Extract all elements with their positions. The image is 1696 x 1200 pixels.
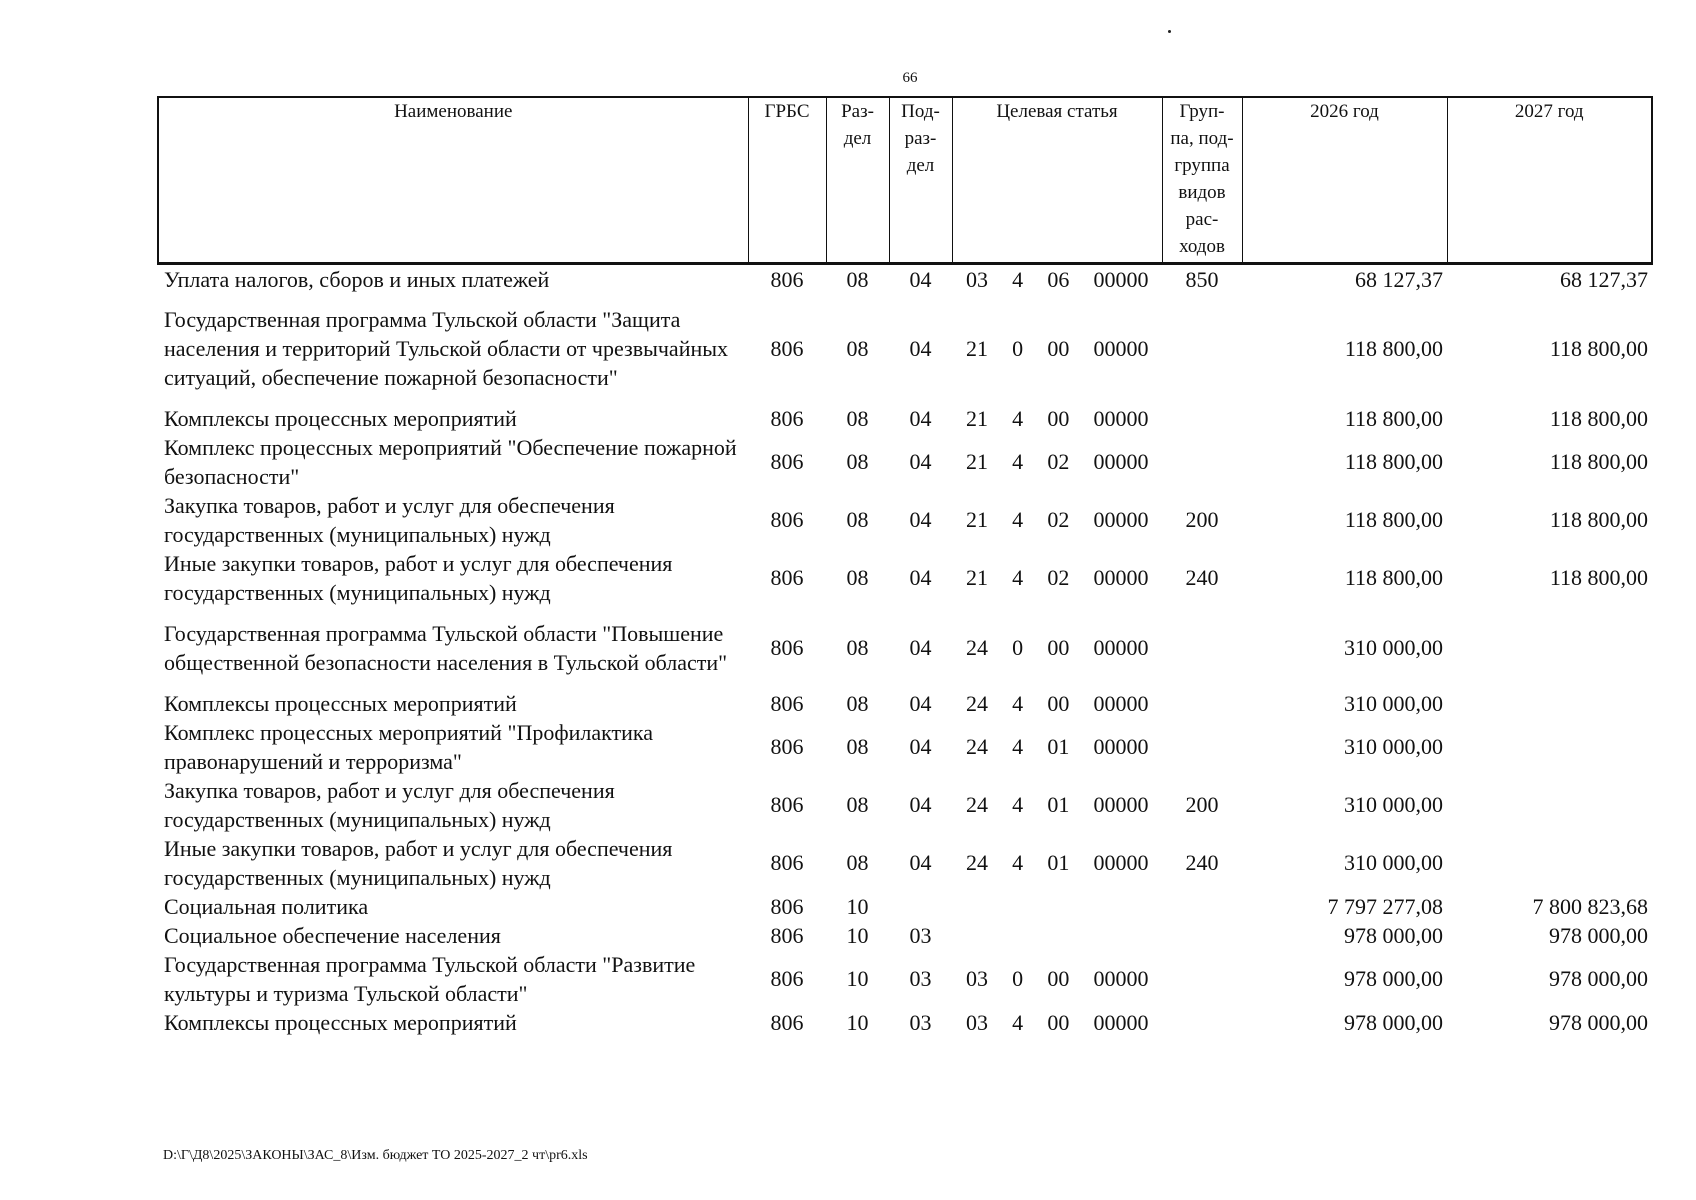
row-razdel: 08 <box>846 565 869 590</box>
row-name: Государственная программа Тульской области "Развитие культуры и туризма Тульской области" <box>164 951 696 1006</box>
target-program: 21 <box>966 449 988 474</box>
row-expense-group: 200 <box>1185 507 1219 532</box>
row-name: Социальное обеспечение населения <box>164 922 501 948</box>
table-row <box>158 549 1652 607</box>
row-target-article <box>952 549 1162 607</box>
row-target-article <box>952 689 1162 718</box>
target-complex: 00 <box>1047 336 1070 361</box>
target-complex: 00 <box>1047 1009 1070 1035</box>
table-row <box>158 1008 1652 1037</box>
table-row <box>158 718 1652 776</box>
row-name: Иные закупки товаров, работ и услуг для обеспечения государственных (муниципальных) нужд <box>164 550 673 605</box>
target-program: 24 <box>966 734 988 759</box>
target-type: 0 <box>1012 966 1024 991</box>
row-razdel: 08 <box>846 792 869 817</box>
row-grbs: 806 <box>770 792 804 817</box>
target-program: 24 <box>966 850 988 875</box>
target-complex: 02 <box>1047 565 1070 590</box>
target-type: 4 <box>1012 507 1024 532</box>
target-type: 0 <box>1012 336 1024 361</box>
row-podrazdel: 03 <box>909 922 932 948</box>
row-2027-amount <box>1447 776 1652 834</box>
header-name: Наименование <box>158 97 748 263</box>
target-type: 4 <box>1012 266 1024 292</box>
target-complex: 01 <box>1047 850 1070 875</box>
row-2026-amount: 118 800,00 <box>1344 405 1443 431</box>
row-target-article <box>952 404 1162 433</box>
row-name: Социальная политика <box>164 893 369 919</box>
table-row <box>158 404 1652 433</box>
row-2027-amount: 118 800,00 <box>1549 449 1648 474</box>
row-target-article <box>952 263 1162 294</box>
row-2026-amount: 118 800,00 <box>1344 565 1443 590</box>
target-direction: 00000 <box>1093 266 1149 292</box>
row-grbs: 806 <box>770 405 804 431</box>
row-expense-group <box>1162 607 1242 689</box>
row-target-article <box>952 433 1162 491</box>
target-direction: 00000 <box>1093 635 1149 660</box>
row-2026-amount: 118 800,00 <box>1344 449 1443 474</box>
row-2027-amount <box>1447 689 1652 718</box>
target-direction: 00000 <box>1093 792 1149 817</box>
row-expense-group: 200 <box>1185 792 1219 817</box>
target-program: 24 <box>966 635 988 660</box>
table-row <box>158 834 1652 892</box>
table-row <box>158 950 1652 1008</box>
row-razdel: 08 <box>846 405 869 431</box>
row-name: Закупка товаров, работ и услуг для обеспечения государственных (муниципальных) нужд <box>164 777 615 832</box>
row-grbs: 806 <box>770 449 804 474</box>
target-direction: 00000 <box>1093 966 1149 991</box>
row-name: Комплексы процессных мероприятий <box>164 405 517 431</box>
page-number: 66 <box>902 70 918 86</box>
row-podrazdel: 04 <box>909 449 932 474</box>
target-program: 24 <box>966 792 988 817</box>
row-podrazdel: 04 <box>909 734 932 759</box>
header-expense-group: Груп- па, под- группа видов рас- ходов <box>1162 97 1242 263</box>
row-2026-amount: 310 000,00 <box>1344 734 1443 759</box>
row-razdel: 08 <box>846 507 869 532</box>
row-2027-amount: 978 000,00 <box>1549 966 1648 991</box>
target-direction: 00000 <box>1093 405 1149 431</box>
row-razdel: 08 <box>846 449 869 474</box>
row-razdel: 10 <box>846 922 869 948</box>
row-expense-group: 850 <box>1185 266 1219 292</box>
row-grbs: 806 <box>770 690 804 716</box>
row-podrazdel: 04 <box>909 507 932 532</box>
target-type: 4 <box>1012 405 1024 431</box>
row-razdel: 08 <box>846 850 869 875</box>
target-type: 4 <box>1012 734 1024 759</box>
target-type: 4 <box>1012 792 1024 817</box>
target-complex: 02 <box>1047 507 1070 532</box>
row-grbs: 806 <box>770 1009 804 1035</box>
row-name: Иные закупки товаров, работ и услуг для обеспечения государственных (муниципальных) нужд <box>164 835 673 890</box>
row-grbs: 806 <box>770 565 804 590</box>
target-direction: 00000 <box>1093 507 1149 532</box>
table-row <box>158 776 1652 834</box>
row-2027-amount: 978 000,00 <box>1549 1009 1648 1035</box>
row-2026-amount: 310 000,00 <box>1344 635 1443 660</box>
row-2027-amount: 118 800,00 <box>1549 336 1648 361</box>
row-expense-group: 240 <box>1185 565 1219 590</box>
row-2026-amount: 310 000,00 <box>1344 690 1443 716</box>
row-grbs: 806 <box>770 336 804 361</box>
table-body <box>158 263 1652 1037</box>
row-target-article <box>952 950 1162 1008</box>
row-2026-amount: 978 000,00 <box>1344 966 1443 991</box>
row-2027-amount: 7 800 823,68 <box>1532 893 1648 919</box>
row-2026-amount: 7 797 277,08 <box>1327 893 1443 919</box>
row-2027-amount: 118 800,00 <box>1549 507 1648 532</box>
row-target-article <box>952 776 1162 834</box>
row-grbs: 806 <box>770 734 804 759</box>
header-podrazdel: Под- раз- дел <box>889 97 952 263</box>
target-direction: 00000 <box>1093 850 1149 875</box>
row-target-article <box>952 607 1162 689</box>
row-razdel: 08 <box>846 266 869 292</box>
row-podrazdel: 04 <box>909 565 932 590</box>
row-name: Государственная программа Тульской области "Защита населения и территорий Тульской области от чрезвычайных ситуаций, обеспечение пожарной безопасности" <box>164 307 729 390</box>
row-razdel: 08 <box>846 690 869 716</box>
row-grbs: 806 <box>770 266 804 292</box>
row-razdel: 10 <box>846 893 869 919</box>
row-target-article <box>952 921 1162 950</box>
row-grbs: 806 <box>770 893 804 919</box>
row-name: Комплекс процессных мероприятий "Профилактика правонарушений и терроризма" <box>164 719 654 774</box>
target-program: 21 <box>966 507 988 532</box>
target-complex: 06 <box>1047 266 1070 292</box>
row-grbs: 806 <box>770 507 804 532</box>
row-expense-group <box>1162 921 1242 950</box>
target-direction: 00000 <box>1093 690 1149 716</box>
target-direction: 00000 <box>1093 734 1149 759</box>
table-header <box>158 97 1652 263</box>
table-row <box>158 921 1652 950</box>
row-target-article <box>952 1008 1162 1037</box>
row-razdel: 10 <box>846 1009 869 1035</box>
row-2027-amount: 118 800,00 <box>1549 405 1648 431</box>
row-2027-amount <box>1447 718 1652 776</box>
row-podrazdel: 03 <box>909 1009 932 1035</box>
row-expense-group <box>1162 689 1242 718</box>
table-row <box>158 294 1652 404</box>
header-2026: 2026 год <box>1242 97 1447 263</box>
row-2026-amount: 978 000,00 <box>1344 922 1443 948</box>
row-razdel: 08 <box>846 336 869 361</box>
row-grbs: 806 <box>770 635 804 660</box>
row-target-article <box>952 718 1162 776</box>
row-name: Государственная программа Тульской области "Повышение общественной безопасности населения в Тульской области" <box>164 620 728 675</box>
target-type: 4 <box>1012 565 1024 590</box>
target-type: 4 <box>1012 690 1024 716</box>
row-podrazdel: 04 <box>909 690 932 716</box>
row-grbs: 806 <box>770 922 804 948</box>
target-complex: 00 <box>1047 690 1070 716</box>
row-expense-group <box>1162 718 1242 776</box>
target-direction: 00000 <box>1093 1009 1149 1035</box>
row-2027-amount: 68 127,37 <box>1560 266 1648 292</box>
row-2027-amount: 118 800,00 <box>1549 565 1648 590</box>
row-podrazdel: 04 <box>909 405 932 431</box>
target-type: 0 <box>1012 635 1024 660</box>
row-expense-group <box>1162 404 1242 433</box>
target-program: 03 <box>966 266 988 292</box>
header-grbs: ГРБС <box>748 97 826 263</box>
row-name: Комплексы процессных мероприятий <box>164 690 517 716</box>
target-direction: 00000 <box>1093 336 1149 361</box>
target-program: 24 <box>966 690 988 716</box>
row-podrazdel: 04 <box>909 850 932 875</box>
row-podrazdel: 04 <box>909 792 932 817</box>
target-complex: 02 <box>1047 449 1070 474</box>
row-expense-group <box>1162 433 1242 491</box>
target-complex: 00 <box>1047 405 1070 431</box>
row-2026-amount: 310 000,00 <box>1344 792 1443 817</box>
target-direction: 00000 <box>1093 565 1149 590</box>
table-row <box>158 892 1652 921</box>
row-razdel: 08 <box>846 734 869 759</box>
row-expense-group <box>1162 950 1242 1008</box>
row-podrazdel: 04 <box>909 635 932 660</box>
table-row <box>158 433 1652 491</box>
target-type: 4 <box>1012 1009 1024 1035</box>
table-row <box>158 263 1652 294</box>
target-complex: 01 <box>1047 792 1070 817</box>
target-program: 03 <box>966 966 988 991</box>
row-target-article <box>952 294 1162 404</box>
row-2027-amount: 978 000,00 <box>1549 922 1648 948</box>
row-target-article <box>952 491 1162 549</box>
row-podrazdel: 04 <box>909 336 932 361</box>
row-expense-group <box>1162 892 1242 921</box>
target-direction: 00000 <box>1093 449 1149 474</box>
row-target-article <box>952 892 1162 921</box>
row-podrazdel: 03 <box>909 966 932 991</box>
target-program: 21 <box>966 336 988 361</box>
row-grbs: 806 <box>770 966 804 991</box>
target-type: 4 <box>1012 850 1024 875</box>
target-program: 21 <box>966 565 988 590</box>
target-complex: 00 <box>1047 966 1070 991</box>
target-type: 4 <box>1012 449 1024 474</box>
budget-table <box>157 96 1653 1037</box>
row-2026-amount: 118 800,00 <box>1344 507 1443 532</box>
target-program: 03 <box>966 1009 988 1035</box>
row-podrazdel <box>889 892 952 921</box>
row-2026-amount: 310 000,00 <box>1344 850 1443 875</box>
header-2027: 2027 год <box>1447 97 1652 263</box>
row-name: Уплата налогов, сборов и иных платежей <box>164 266 550 292</box>
table-row <box>158 607 1652 689</box>
row-expense-group <box>1162 294 1242 404</box>
header-razdel: Раз- дел <box>826 97 889 263</box>
scan-speck <box>1168 30 1171 33</box>
row-2027-amount <box>1447 607 1652 689</box>
file-path-footer: D:\Г\Д8\2025\ЗАКОНЫ\ЗАС_8\Изм. бюджет ТО 2025-2027_2 чт\pr6.xls <box>163 1148 588 1163</box>
row-name: Комплекс процессных мероприятий "Обеспечение пожарной безопасности" <box>164 434 737 489</box>
row-expense-group <box>1162 1008 1242 1037</box>
table-row <box>158 689 1652 718</box>
row-name: Комплексы процессных мероприятий <box>164 1009 517 1035</box>
row-expense-group: 240 <box>1185 850 1219 875</box>
header-target-article: Целевая статья <box>952 97 1162 263</box>
row-name: Закупка товаров, работ и услуг для обеспечения государственных (муниципальных) нужд <box>164 492 615 547</box>
row-target-article <box>952 834 1162 892</box>
row-podrazdel: 04 <box>909 266 932 292</box>
target-program: 21 <box>966 405 988 431</box>
row-2026-amount: 978 000,00 <box>1344 1009 1443 1035</box>
row-2027-amount <box>1447 834 1652 892</box>
row-grbs: 806 <box>770 850 804 875</box>
row-razdel: 10 <box>846 966 869 991</box>
table-row <box>158 491 1652 549</box>
row-2026-amount: 118 800,00 <box>1344 336 1443 361</box>
row-2026-amount: 68 127,37 <box>1355 266 1443 292</box>
target-complex: 00 <box>1047 635 1070 660</box>
row-razdel: 08 <box>846 635 869 660</box>
target-complex: 01 <box>1047 734 1070 759</box>
